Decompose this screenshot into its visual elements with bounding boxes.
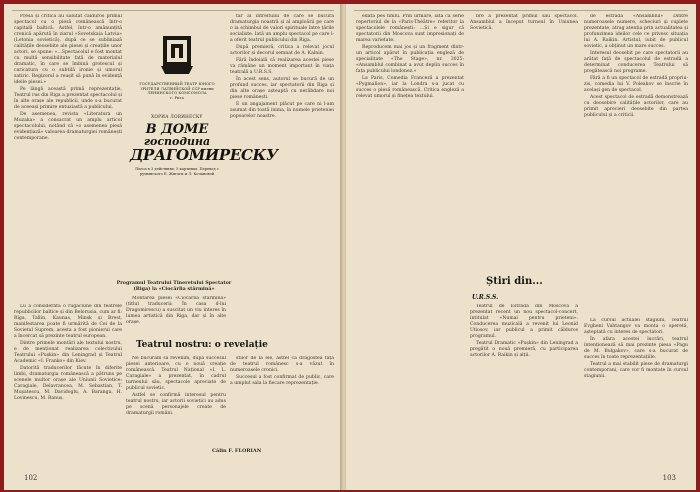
program-caption: Programul Teatrului Tineretului Spectator (Riga) la «Ciocârlia stârmină» xyxy=(116,280,232,292)
paragraph: La Paris, Comedia Franceză a prezentat «Pygmalion», iar la Londra s-a jucat cu succes o piesă românească. Critica engleză a relevat umorul și finețea textului. xyxy=(356,76,464,99)
paragraph: Acest spectacol de estradă demonstrează cu deosebire calitățile actorilor, care au primit aprecieri deosebite din partea publicului și a criticii. xyxy=(584,95,688,118)
paragraph: E un angajament plăcut pe care ni l-am asumat din toată inima, în numele prieteniei popoarelor noastre. xyxy=(230,102,334,119)
paragraph: Montarea piesei «Ciocârlia stârmină» (titlul traducerii: În casa d-lui Dragomirescu) a suscitat un viu interes în lumea artistică din Riga, dar și în alte orașe. xyxy=(126,296,226,325)
paragraph: Pe lângă această primă reprezentație, Teatrul rus din Riga a prezentat spectacolul și în alte orașe ale republicii, unde s-a bucurat de aceeași primire entuziastă a publicului. xyxy=(14,87,122,110)
paragraph: de estradă «Ansamblul» Dintre numeroasele numere, scheciuri și cuplete prezentate, atrag atenția prin actualitatea și profunzimea ideilor cele ce privesc situația lui A. Raikin. Artistul, iubit de publicul sovietic, a obținut un mare succes. xyxy=(584,14,688,49)
play-subnote: Пьеса в 3 действиях, 5 картинах. Перевод с румынского Е. Жигаги и Л. Кочановой xyxy=(135,167,219,177)
paragraph: Lu a considerată o rugăciune din teatrele republicilor baltice și din Belorusia, cum ar fi: Riga, Tallin, Kaunas, Minsk și Brest, manifestarea poate fi urmărită de Cei de la Sovietul Suprem, acesta a fost pionierul care a încercat să prezinte teatrul european. xyxy=(14,304,122,339)
right-col-3 xyxy=(584,14,688,314)
theatre-name: ГОСУДАРСТВЕННЫЙ ТЕАТР ЮНОГО ЗРИТЕЛЯ ЛАТВИЙСКОЙ ССР имени ЛЕНИНСКОГО КОМСОМОЛА xyxy=(139,82,215,96)
right-col-1 xyxy=(356,14,464,470)
paragraph: În acest sens, autorul se bucură de un profund succes, iar spectatorii din Riga și din alte orașe așteaptă cu nerăbdare noi piese românești. xyxy=(230,77,334,100)
left-col-2 xyxy=(230,14,334,334)
left-page xyxy=(4,4,343,490)
play-title-line-2: господина xyxy=(143,135,211,149)
paragraph: Teatrul a mai stabilit piese de dramaturgi contemporani, care vor fi montate în cursul stagiunii. xyxy=(584,362,688,379)
paragraph: De asemenea, revista «Literatura un Muzaka» a consacrat un amplu articol spectacolului, notând că «o asemenea piesă evidențiază» valoarea dramaturgiei românești contemporane. xyxy=(14,112,122,141)
play-title-line-1: В ДОМЕ xyxy=(145,122,209,138)
paragraph: tar al intreitului de care se bucură dramaturgia noastră și al amploării pe care o ia schimbul de valori spirituale între țările socialiste. Iată un amplu spectacol pe care l-a oferit teatrul publicului din Riga. xyxy=(230,14,334,43)
paragraph: bre a prezentat primul său spectacol. Ansamblul a început turneul în Uniunea Sovietică. xyxy=(470,14,578,31)
paragraph: Reproducem mai jos și un fragment dintr-un articol apărut în publicația engleză de specialitate «The Stage», nr. 3025: «Ansamblul combinat a avut deplin succes în fața publicului londonez.» xyxy=(356,45,464,74)
paragraph: Presa și critica au salutat călduros primul spectacol cu o piesă românească într-o capitală baltică. Astfel, într-o amănunțită cronică apărută în ziarul «Sovetskaia Latvia» (Letonia sovietică), după ce se subliniază calitățile deosebite ale piesei și creațiile unor actori, se spune: «...Spectacolul e fost montat cu multă sensibilitate față de materialul dramatic, în care se îmbină grotescul și caricatura cu o subtilă ironie și umorul satiric. Regizorul a reușit să pună în evidență ideile piesei.» xyxy=(14,14,122,85)
left-col-bottom-2 xyxy=(126,356,226,466)
right-page xyxy=(346,4,696,490)
paragraph: Fără îndoială că realizarea acestei piese va rămâne un moment important în viața teatrală a U.R.S.S. xyxy=(230,58,334,75)
country-heading: U.R.S.S. xyxy=(472,294,499,301)
top-rule xyxy=(12,10,334,11)
page-number-right: 103 xyxy=(662,474,676,482)
paragraph: Teatrul Dramatic «Pușkin» din Leningrad a pregătit o nouă premieră, cu participarea actorilor A. Raikin și alții. xyxy=(470,341,578,358)
play-title-line-3: ДРАГОМИРЕСКУ xyxy=(130,146,278,165)
paragraph: După premieră, critica a relevat jocul actorilor și decorul semnat de A. Kalnin. xyxy=(230,45,334,56)
theatre-city: г. Рига xyxy=(170,95,184,100)
play-title xyxy=(130,122,278,165)
left-col-bottom-1 xyxy=(14,304,122,454)
paragraph: Teatrul de Estradă din Moscova a prezentat recent un nou spectacol-concert, intitulat «Numai pentru prieteni». Conducerea muzicală a revenit lui Leonid Utiosov, iar publicul a primit călduros programul. xyxy=(470,304,578,339)
paragraph: Datorită traducerilor făcute în diferite limbi, dramaturgia românească a pătruns pe scenele multor orașe ale Uniunii Sovietice: Caragiale, Delavrancea, M. Sebastian, T. Mușatescu, M. Davidoglu, A. Baranga, H. Lovinescu, M. Banuș. xyxy=(14,366,122,401)
top-rule xyxy=(354,10,688,11)
paragraph: În afara acestei lucrări, teatrul intenționează să mai prezinte piesa «Pagu de M. Bulgakov», care s-a bucurat de succes în toate reprezentațiile. xyxy=(584,337,688,360)
theatre-program-inset xyxy=(130,34,278,276)
section-heading: Teatrul nostru: o revelație xyxy=(136,340,268,350)
paragraph: Dintre primele montări ale textului nostru, e de menționat realizarea colectivului Teatrului «Pușkin» din Leningrad și Teatrul Academic «I. Franko» din Kiev. xyxy=(14,341,122,364)
left-col-1 xyxy=(14,14,122,334)
news-heading: Știri din... xyxy=(486,276,543,287)
paragraph: Interesul deosebit pe care spectatorii au arătat față de spectacolul de estradă a determinat conducerea Teatrului să pregătească noi programe. xyxy=(584,51,688,74)
right-col-3-bottom xyxy=(584,318,688,468)
paragraph: Fără a fi un spectacol de estradă propriu-zis, comedia lui V. Poleakov se înscrie în același gen de spectacol. xyxy=(584,76,688,93)
theatre-emblem-icon xyxy=(159,34,195,78)
paragraph: Ne bucurăm să revenim, după succesul piesei anterioare, cu o nouă creație românească. Teatrul Național «I. L. Caragiale» a prezentat, în cadrul turneului său, spectacole apreciate de publicul sovietic. xyxy=(126,356,226,391)
left-col-3 xyxy=(126,296,226,332)
paragraph: stilor de la ele, astfel că dragostea față de teatrul românesc s-a văzut în numeroasele cronici. xyxy=(230,356,334,373)
paragraph: edată pes timlu. Prin urmare, iată că serie repertoriul de la «Paris-Théâtre» referitor la spectacolele românești: ...Și e sigur că spectatorii din Moscova sunt impresionați de marea varietate. xyxy=(356,14,464,43)
author-name: ХОРИА ЛОВИНЕСКУ xyxy=(151,114,203,120)
page-number-left: 102 xyxy=(24,474,38,482)
paragraph: Succesul a fost confirmat de public, care a umplut sala la fiecare reprezentație. xyxy=(230,375,334,386)
right-col-2-top xyxy=(470,14,578,274)
paragraph: Astfel se confirmă interesul pentru teatrul nostru, iar actorii sovietici au adus pe scenă personajele create de dramaturgii români. xyxy=(126,393,226,416)
article-signature: Călin F. FLORIAN xyxy=(212,448,262,454)
right-col-2-bottom xyxy=(470,304,578,470)
paragraph: La cursul actualei stagiuni, Teatrul Evgheni Vahtangov va monta o operetă, așteptată cu interes de spectatori. xyxy=(584,318,688,335)
left-col-bottom-3 xyxy=(230,356,334,446)
